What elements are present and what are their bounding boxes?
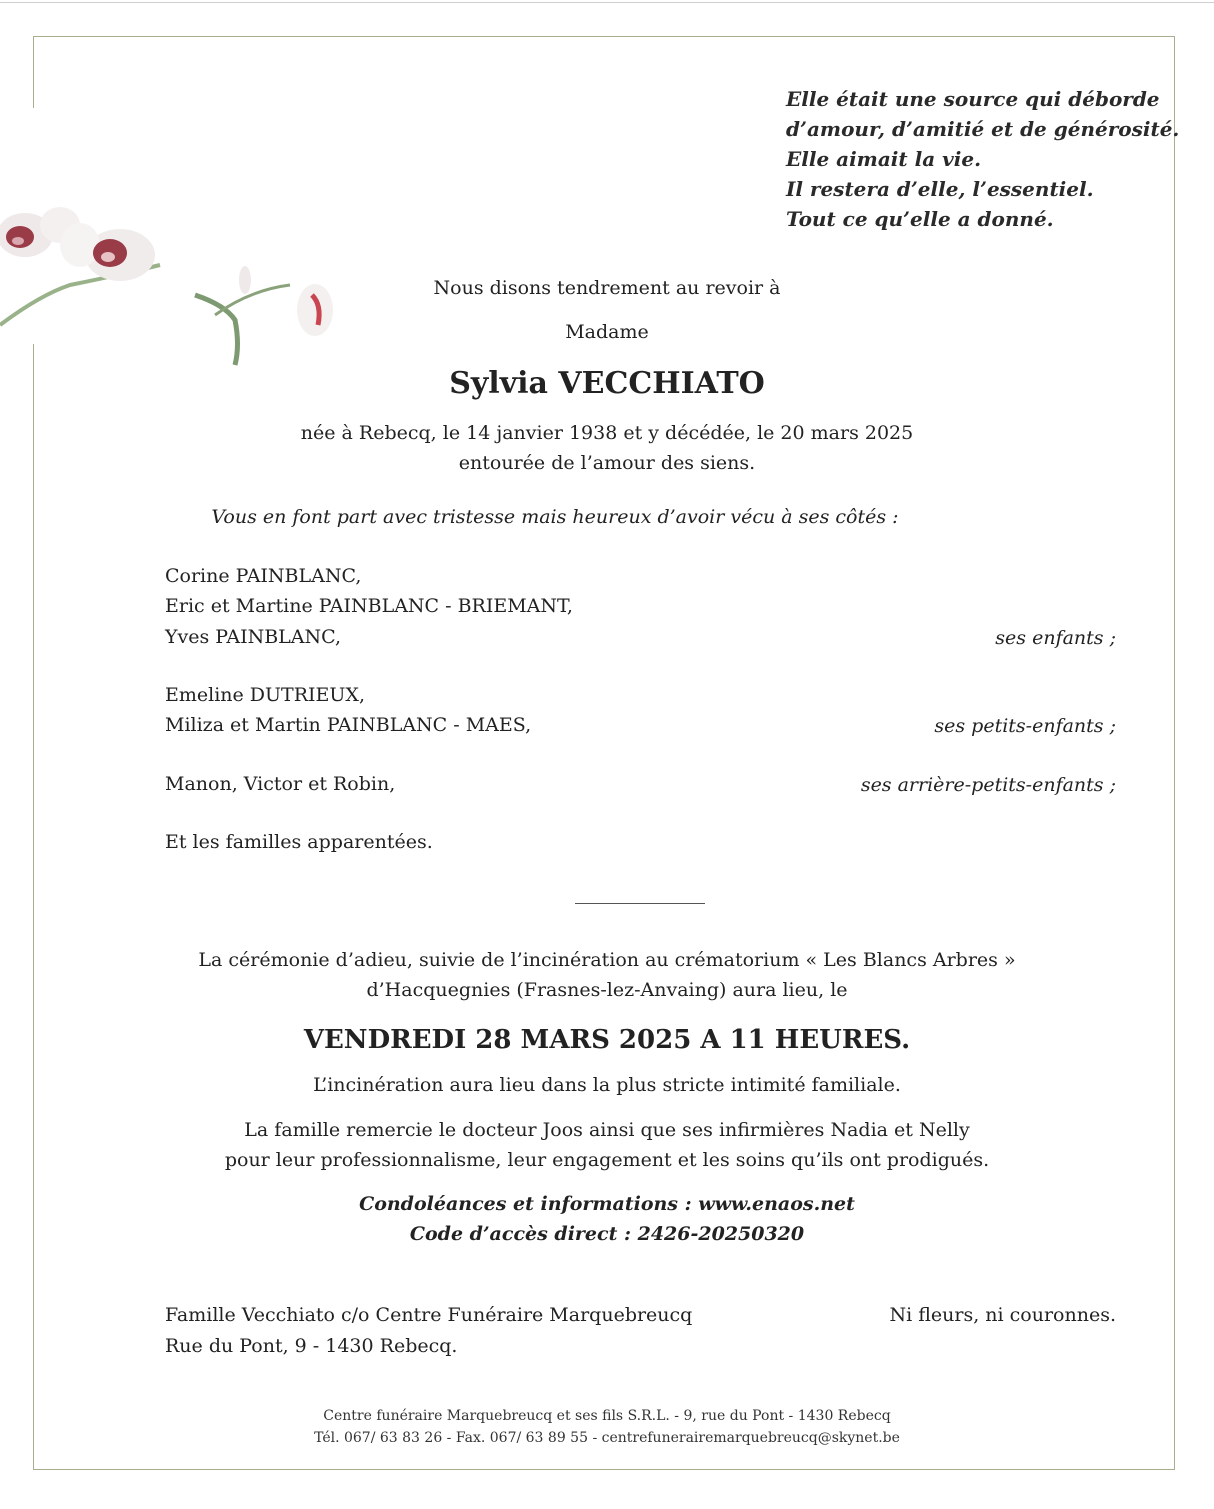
intro-text: Nous disons tendrement au revoir à bbox=[433, 277, 781, 299]
orchid-petal bbox=[60, 223, 100, 267]
condolences-line: Condoléances et informations : www.enaos.net bbox=[359, 1193, 855, 1215]
poem-line: Tout ce qu’elle a donné. bbox=[786, 207, 1054, 231]
thanks-line: La famille remercie le docteur Joos ainsi que ses infirmières Nadia et Nelly bbox=[244, 1119, 970, 1141]
section-divider bbox=[575, 903, 705, 904]
ceremony-date: VENDREDI 28 MARS 2025 A 11 HEURES. bbox=[303, 1025, 911, 1055]
relatives-line: Et les familles apparentées. bbox=[165, 831, 433, 853]
contact-line: Famille Vecchiato c/o Centre Funéraire Marquebreucq bbox=[165, 1304, 693, 1326]
orchid-center-highlight bbox=[12, 237, 24, 245]
announcement-line: Vous en font part avec tristesse mais heureux d’avoir vécu à ses côtés : bbox=[211, 506, 899, 528]
family-member: Miliza et Martin PAINBLANC - MAES, bbox=[165, 714, 532, 736]
honorific: Madame bbox=[565, 321, 649, 343]
deceased-name: Sylvia VECCHIATO bbox=[449, 366, 765, 401]
footer-company: Centre funéraire Marquebreucq et ses fils S.R.L. - 9, rue du Pont - 1430 Rebecq bbox=[323, 1408, 891, 1424]
family-member: Corine PAINBLANC, bbox=[165, 565, 362, 587]
poem-line: Elle était une source qui déborde bbox=[786, 87, 1160, 111]
no-flowers-note: Ni fleurs, ni couronnes. bbox=[889, 1304, 1116, 1326]
poem-line: Il restera d’elle, l’essentiel. bbox=[786, 177, 1094, 201]
poem bbox=[786, 84, 1180, 234]
contact-address: Rue du Pont, 9 - 1430 Rebecq. bbox=[165, 1335, 458, 1357]
thanks-line: pour leur professionnalisme, leur engagement et les soins qu’ils ont prodigués. bbox=[224, 1149, 990, 1171]
role-grandchildren: ses petits-enfants ; bbox=[934, 715, 1116, 737]
ceremony-line: d’Hacquegnies (Frasnes-lez-Anvaing) aura lieu, le bbox=[366, 979, 848, 1001]
footer-contact: Tél. 067/ 63 83 26 - Fax. 067/ 63 89 55 - centrefunerairemarquebreucq@skynet.be bbox=[314, 1430, 900, 1446]
top-edge-line bbox=[0, 2, 1214, 3]
birth-death-line: née à Rebecq, le 14 janvier 1938 et y décédée, le 20 mars 2025 bbox=[300, 422, 914, 444]
family-member: Manon, Victor et Robin, bbox=[165, 773, 396, 795]
cremation-line: L’incinération aura lieu dans la plus stricte intimité familiale. bbox=[313, 1074, 901, 1096]
poem-line: d’amour, d’amitié et de générosité. bbox=[786, 117, 1180, 141]
role-great-grandchildren: ses arrière-petits-enfants ; bbox=[860, 774, 1116, 796]
orchid-center-highlight bbox=[101, 252, 115, 262]
family-member: Yves PAINBLANC, bbox=[165, 626, 342, 648]
ceremony-line: La cérémonie d’adieu, suivie de l’incinération au crématorium « Les Blancs Arbres » bbox=[198, 949, 1016, 971]
family-member: Emeline DUTRIEUX, bbox=[165, 684, 365, 706]
access-code-line: Code d’accès direct : 2426-20250320 bbox=[409, 1223, 805, 1245]
poem-line: Elle aimait la vie. bbox=[786, 147, 982, 171]
role-children: ses enfants ; bbox=[995, 627, 1116, 649]
surrounded-line: entourée de l’amour des siens. bbox=[458, 452, 756, 474]
family-member: Eric et Martine PAINBLANC - BRIEMANT, bbox=[165, 595, 573, 617]
